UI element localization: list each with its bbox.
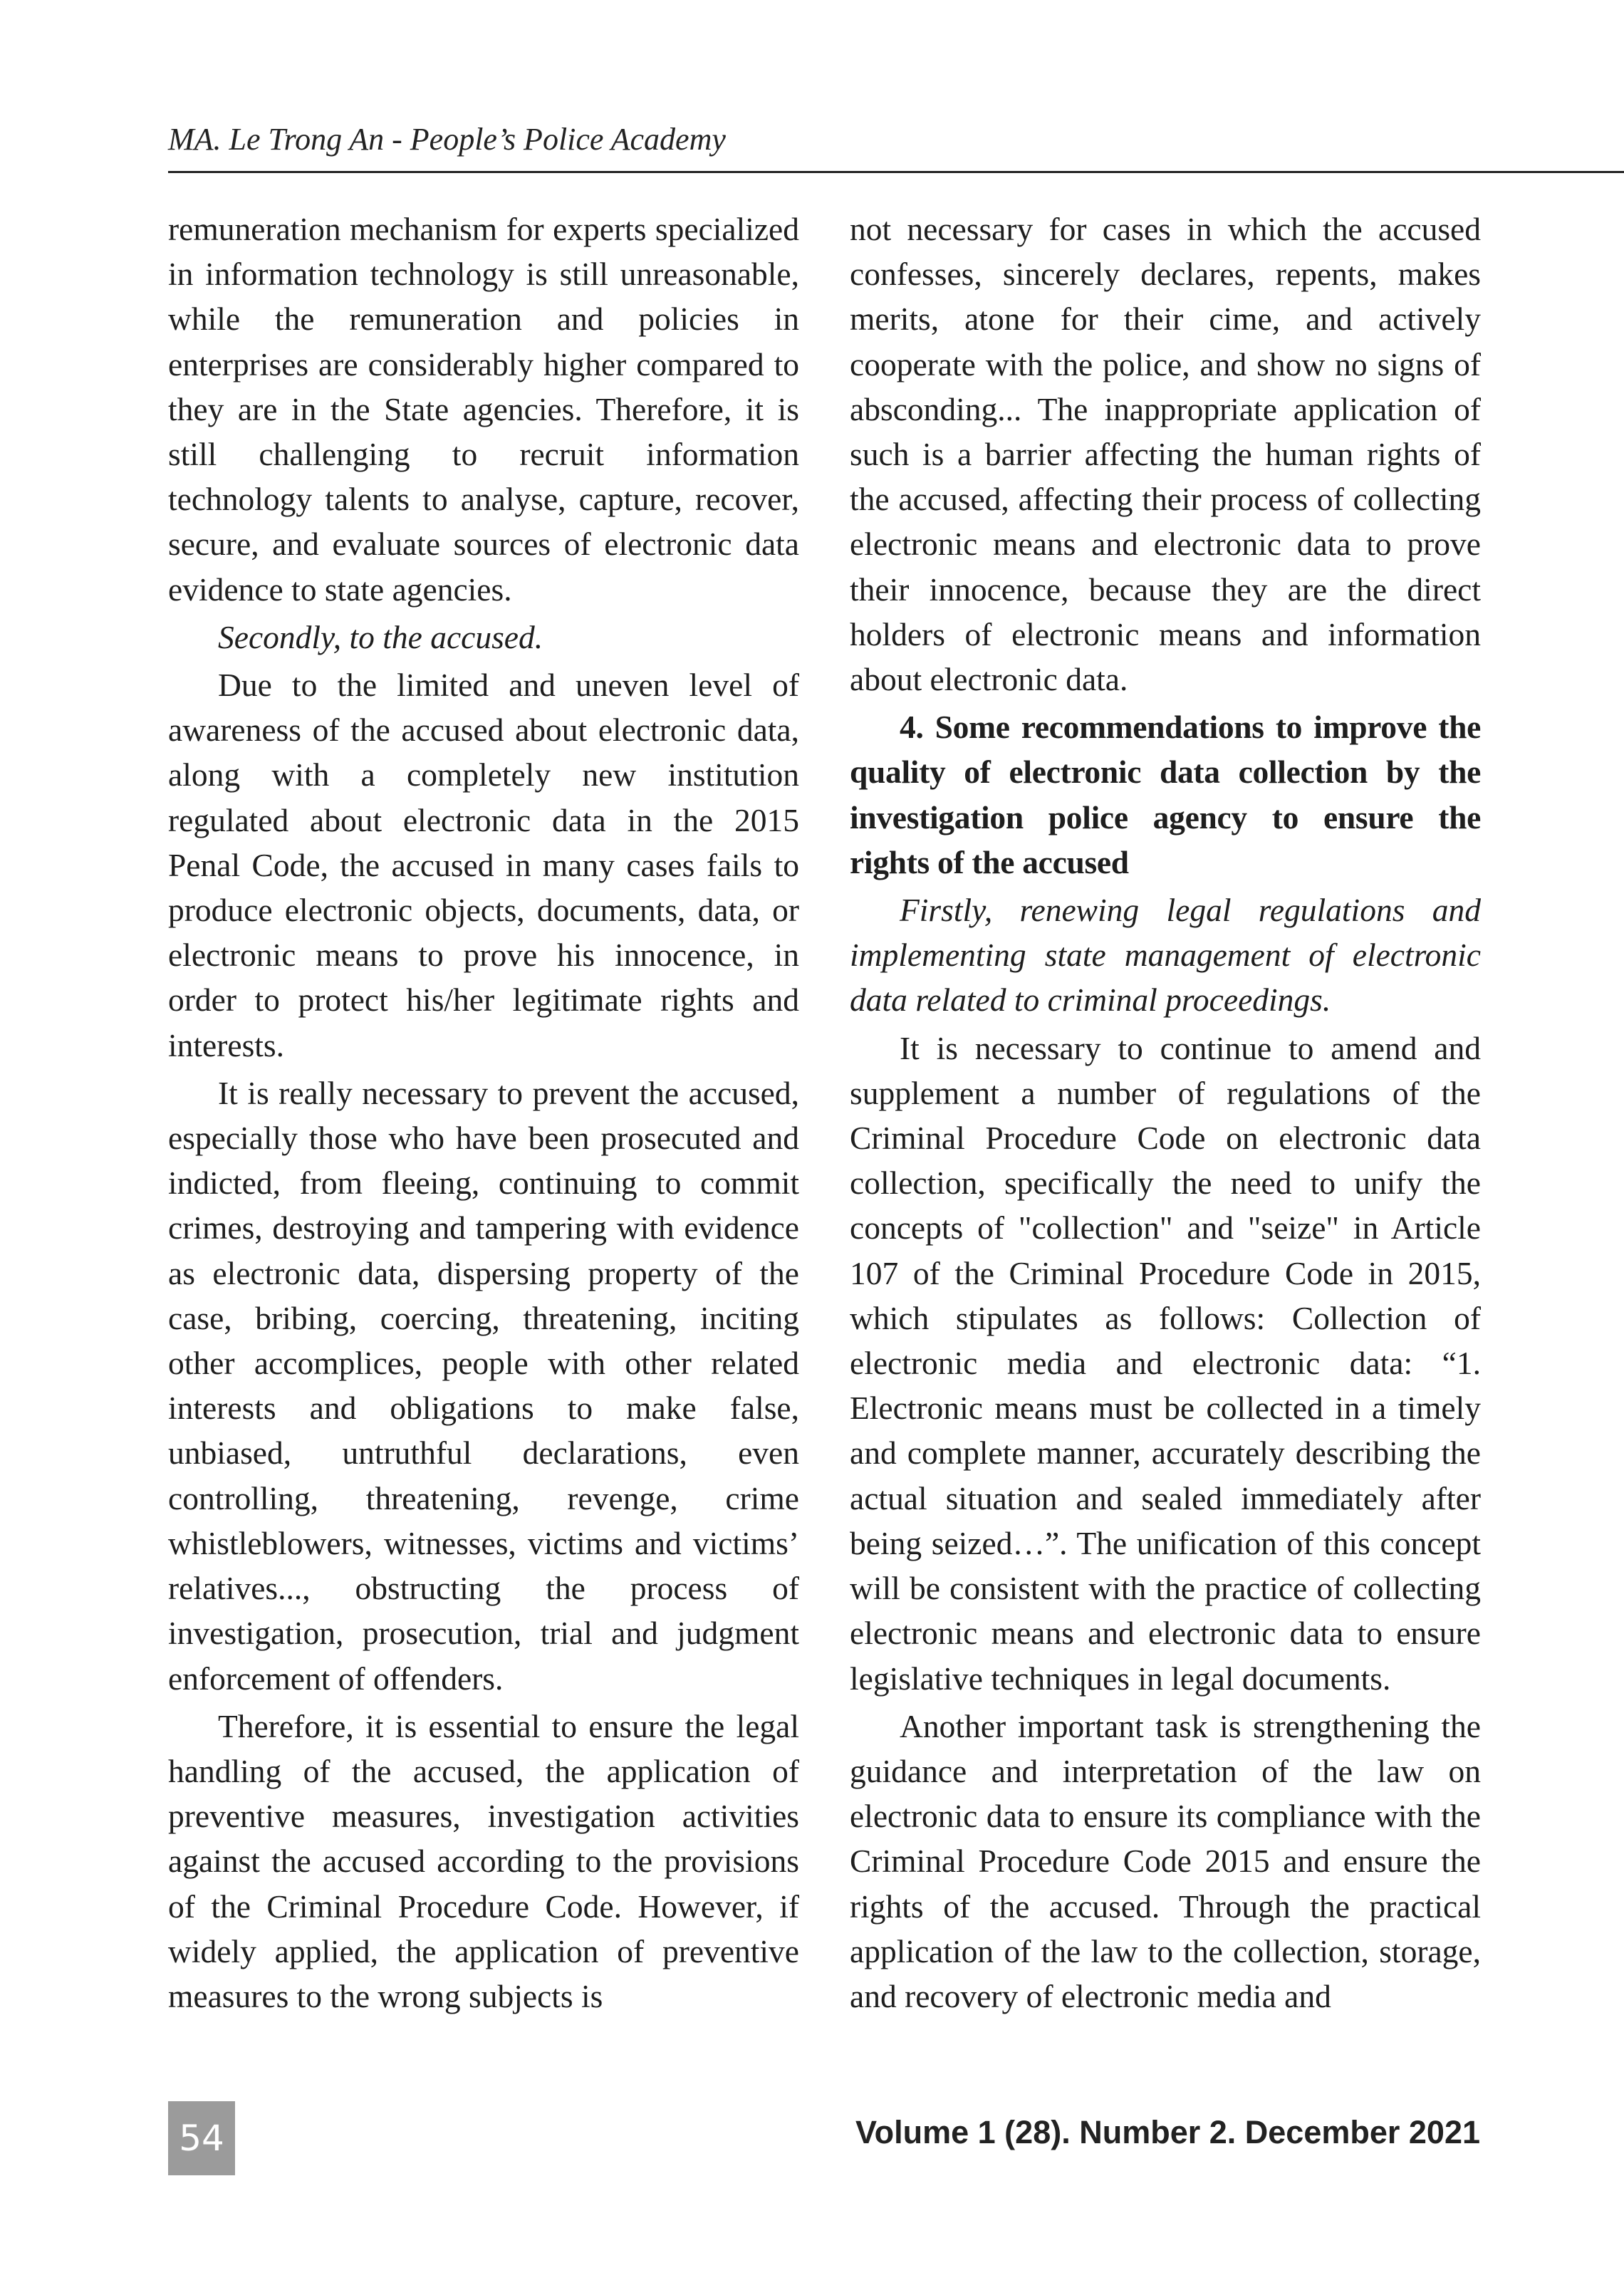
right-paragraph-2: It is necessary to continue to amend and supplement a number of regulations of the Criminal Procedure Code on electronic data collection, specifically the need to unify the concepts of "collection" and "seize" in Article 107 of the Criminal Procedure Code in 2015, which stipulates as follows: Collection of electronic media and electronic data: “1. Electronic means must be collected in a timely and complete manner, accurately describing the actual situation and sealed immediately after being seized…”. The unification of this concept will be consistent with the practice of collecting electronic means and electronic data to ensure legislative techniques in legal documents. xyxy=(850,1029,1481,1697)
page-number: 54 xyxy=(168,2101,235,2175)
section-heading-4: 4. Some recommendations to improve the quality of electronic data collection by the investigation police agency to ensure the rights of the accused xyxy=(850,709,1481,880)
left-column xyxy=(168,207,799,2021)
right-column xyxy=(850,207,1481,2021)
header-rule xyxy=(168,171,1624,173)
right-paragraph-3: Another important task is strengthening the guidance and interpretation of the law on electronic data to ensure its compliance with the Criminal Procedure Code 2015 and ensure the rights of the accused. Through the practical application of the law to the collection, storage, and recovery of electronic media and xyxy=(850,1707,1481,2014)
right-paragraph-1: not necessary for cases in which the accused confesses, sincerely declares, repents, makes merits, atone for their cime, and actively cooperate with the police, and show no signs of absconding... The inappropriate application of such is a barrier affecting the human rights of the accused, affecting their process of collecting electronic means and electronic data to prove their innocence, because they are the direct holders of electronic means and information about electronic data. xyxy=(850,211,1481,698)
left-paragraph-1: remuneration mechanism for experts specialized in information technology is still unreasonable, while the remuneration and policies in enterprises are considerably higher compared to they are in the State agencies. Therefore, it is still challenging to recruit information technology talents to analyse, capture, recover, secure, and evaluate sources of electronic data evidence to state agencies. xyxy=(168,211,799,608)
left-paragraph-4: Therefore, it is essential to ensure the legal handling of the accused, the application of preventive measures, investigation activities against the accused according to the provisions of the Criminal Procedure Code. However, if widely applied, the application of preventive measures to the wrong subjects is xyxy=(168,1707,799,2014)
journal-info: Volume 1 (28). Number 2. December 2021 xyxy=(855,2114,1480,2150)
left-paragraph-2: Due to the limited and uneven level of awareness of the accused about electronic data, along with a completely new institution regulated about electronic data in the 2015 Penal Code, the accused in many cases fails to produce electronic objects, documents, data, or electronic means to prove his innocence, in order to protect his/her legitimate rights and interests. xyxy=(168,667,799,1063)
right-subheading-firstly: Firstly, renewing legal regulations and implementing state management of electronic data related to criminal proceedings. xyxy=(850,892,1481,1019)
left-subheading-secondly: Secondly, to the accused. xyxy=(218,618,543,655)
running-head: MA. Le Trong An - People’s Police Academy xyxy=(168,122,726,157)
left-paragraph-3: It is really necessary to prevent the accused, especially those who have been prosecuted and indicted, from fleeing, continuing to commit crimes, destroying and tampering with evidence as electronic data, dispersing property of the case, bribing, coercing, threatening, inciting other accomplices, people with other related interests and obligations to make false, unbiased, untruthful declarations, even controlling, threatening, revenge, crime whistleblowers, witnesses, victims and victims’ relatives..., obstructing the process of investigation, prosecution, trial and judgment enforcement of offenders. xyxy=(168,1074,799,1697)
